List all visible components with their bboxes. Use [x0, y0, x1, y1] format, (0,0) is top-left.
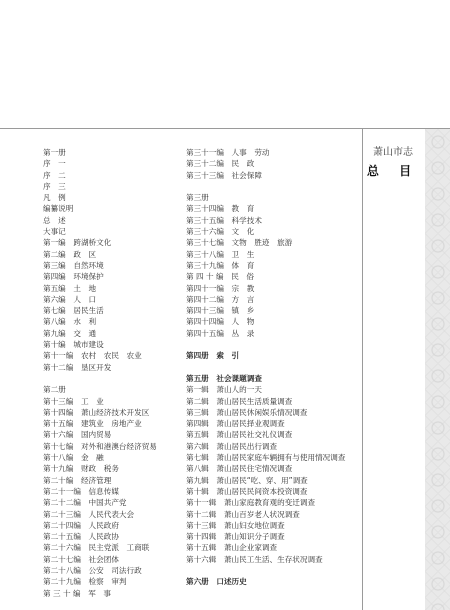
sidebar-panel — [362, 129, 450, 610]
toc-entry: 第二十五编 人民政协 — [43, 532, 119, 542]
toc-entry: 第十编 城市建设 — [43, 340, 104, 350]
section-title: 总 目 — [366, 164, 420, 178]
toc-entry: 第十九编 财政 税务 — [43, 464, 119, 474]
spacer — [186, 181, 361, 192]
toc-column-left — [43, 147, 183, 599]
toc-entry: 第二十七编 社会团体 — [43, 554, 119, 564]
toc-entry: 第九编 交 通 — [43, 328, 97, 338]
toc-entry: 第五辑 萧山居民社交礼仪调查 — [186, 430, 293, 440]
toc-entry: 第二辑 萧山居民生活质量调查 — [186, 396, 293, 406]
spacer — [186, 362, 361, 373]
toc-entry: 第三十九编 体 育 — [186, 260, 255, 270]
toc-entry: 总 述 — [43, 215, 66, 225]
toc-entry: 第十三辑 萧山妇女地位调查 — [186, 520, 285, 530]
toc-entry: 第七辑 萧山居民家庭车辆拥有与使用情况调查 — [186, 453, 346, 463]
toc-entry: 第三十七编 文物 胜迹 旅游 — [186, 238, 293, 248]
spacer — [186, 565, 361, 576]
toc-entry: 第二十四编 人民政府 — [43, 520, 119, 530]
toc-entry: 第二十二编 中国共产党 — [43, 498, 127, 508]
toc-entry: 第六编 人 口 — [43, 294, 97, 304]
toc-entry: 第二十八编 公安 司法行政 — [43, 565, 142, 575]
toc-entry: 第三十八编 卫 生 — [186, 249, 255, 259]
volume-heading: 第一册 — [43, 148, 66, 157]
toc-entry: 第七编 居民生活 — [43, 306, 104, 316]
volume-heading: 第三册 — [186, 193, 209, 203]
toc-entry: 第十七编 对外和港澳台经济贸易 — [43, 441, 157, 451]
toc-entry: 第十二编 垦区开发 — [43, 362, 112, 372]
toc-entry: 第三辑 萧山居民休闲娱乐情况调查 — [186, 407, 308, 417]
toc-entry: 第十二辑 萧山百岁老人状况调查 — [186, 509, 300, 519]
toc-entry: 第四十五编 丛 录 — [186, 328, 255, 338]
toc-entry: 第五编 土 地 — [43, 283, 97, 293]
toc-entry: 第二十三编 人民代表大会 — [43, 509, 135, 519]
toc-entry: 第二编 政 区 — [43, 249, 97, 259]
decorative-pattern-strip — [425, 129, 450, 610]
volume-heading: 第二册 — [43, 385, 66, 395]
toc-entry: 第四编 环境保护 — [43, 272, 104, 282]
toc-entry: 第六辑 萧山居民出行调查 — [186, 441, 278, 451]
toc-entry: 第八辑 萧山居民住宅情况调查 — [186, 464, 293, 474]
toc-entry: 第十四辑 萧山知识分子调查 — [186, 532, 285, 542]
toc-entry: 第十一辑 萧山家庭教育观的变迁调查 — [186, 498, 316, 508]
toc-column-middle — [186, 147, 361, 588]
toc-entry: 序 二 — [43, 170, 66, 180]
toc-entry: 第四辑 萧山居民择业观调查 — [186, 419, 285, 429]
toc-entry: 第十六辑 萧山民工生活、生存状况调查 — [186, 554, 323, 564]
toc-entry: 第三十四编 教 育 — [186, 204, 255, 214]
toc-entry: 大事记 — [43, 227, 66, 237]
toc-entry: 第十五辑 萧山企业家调查 — [186, 543, 278, 553]
spacer — [43, 373, 183, 384]
toc-entry: 凡 例 — [43, 193, 66, 203]
toc-entry: 第二十六编 民主党派 工商联 — [43, 543, 150, 553]
toc-entry: 第八编 水 利 — [43, 317, 97, 327]
toc-entry: 第十三编 工 业 — [43, 396, 104, 406]
toc-entry: 第一辑 萧山人的一天 — [186, 385, 262, 395]
toc-entry: 第十辑 萧山居民民间资本投资调查 — [186, 486, 308, 496]
toc-entry: 编纂说明 — [43, 204, 74, 214]
toc-entry: 第十五编 建筑业 房地产业 — [43, 419, 142, 429]
toc-entry: 第二十一编 信息传媒 — [43, 486, 119, 496]
toc-entry: 第十四编 萧山经济技术开发区 — [43, 407, 150, 417]
toc-entry: 第 三 十 编 军 事 — [43, 588, 111, 598]
toc-entry: 第十六编 国内贸易 — [43, 430, 112, 440]
toc-entry: 第三十一编 人事 劳动 — [186, 148, 270, 157]
spacer — [186, 339, 361, 350]
volume-heading: 第六册 口述历史 — [186, 577, 247, 587]
book-title: 萧山市志 — [373, 147, 413, 158]
toc-entry: 第 四 十 编 民 俗 — [186, 272, 254, 282]
volume-heading: 第五册 社会课题调查 — [186, 373, 262, 383]
toc-entry: 第十八编 金 融 — [43, 453, 104, 463]
toc-entry: 第四十四编 人 物 — [186, 317, 255, 327]
toc-entry: 第三十六编 文 化 — [186, 227, 255, 237]
toc-entry: 序 三 — [43, 181, 66, 191]
toc-entry: 第九辑 萧山居民“吃、穿、用”调查 — [186, 475, 308, 485]
toc-entry: 第二十九编 检察 审判 — [43, 577, 127, 587]
toc-entry: 第二十编 经济管理 — [43, 475, 112, 485]
toc-entry: 第三编 自然环境 — [43, 260, 104, 270]
toc-entry: 第三十三编 社会保障 — [186, 170, 262, 180]
toc-entry: 第四十二编 方 言 — [186, 294, 255, 304]
toc-entry: 第三十二编 民 政 — [186, 159, 255, 169]
toc-entry: 第四十一编 宗 教 — [186, 283, 255, 293]
toc-entry: 第一编 跨湖桥文化 — [43, 238, 112, 248]
volume-heading: 第四册 索 引 — [186, 351, 240, 361]
toc-entry: 第三十五编 科学技术 — [186, 215, 262, 225]
toc-entry: 序 一 — [43, 159, 66, 169]
toc-entry: 第十一编 农村 农民 农业 — [43, 351, 142, 361]
toc-entry: 第四十三编 镇 乡 — [186, 306, 255, 316]
